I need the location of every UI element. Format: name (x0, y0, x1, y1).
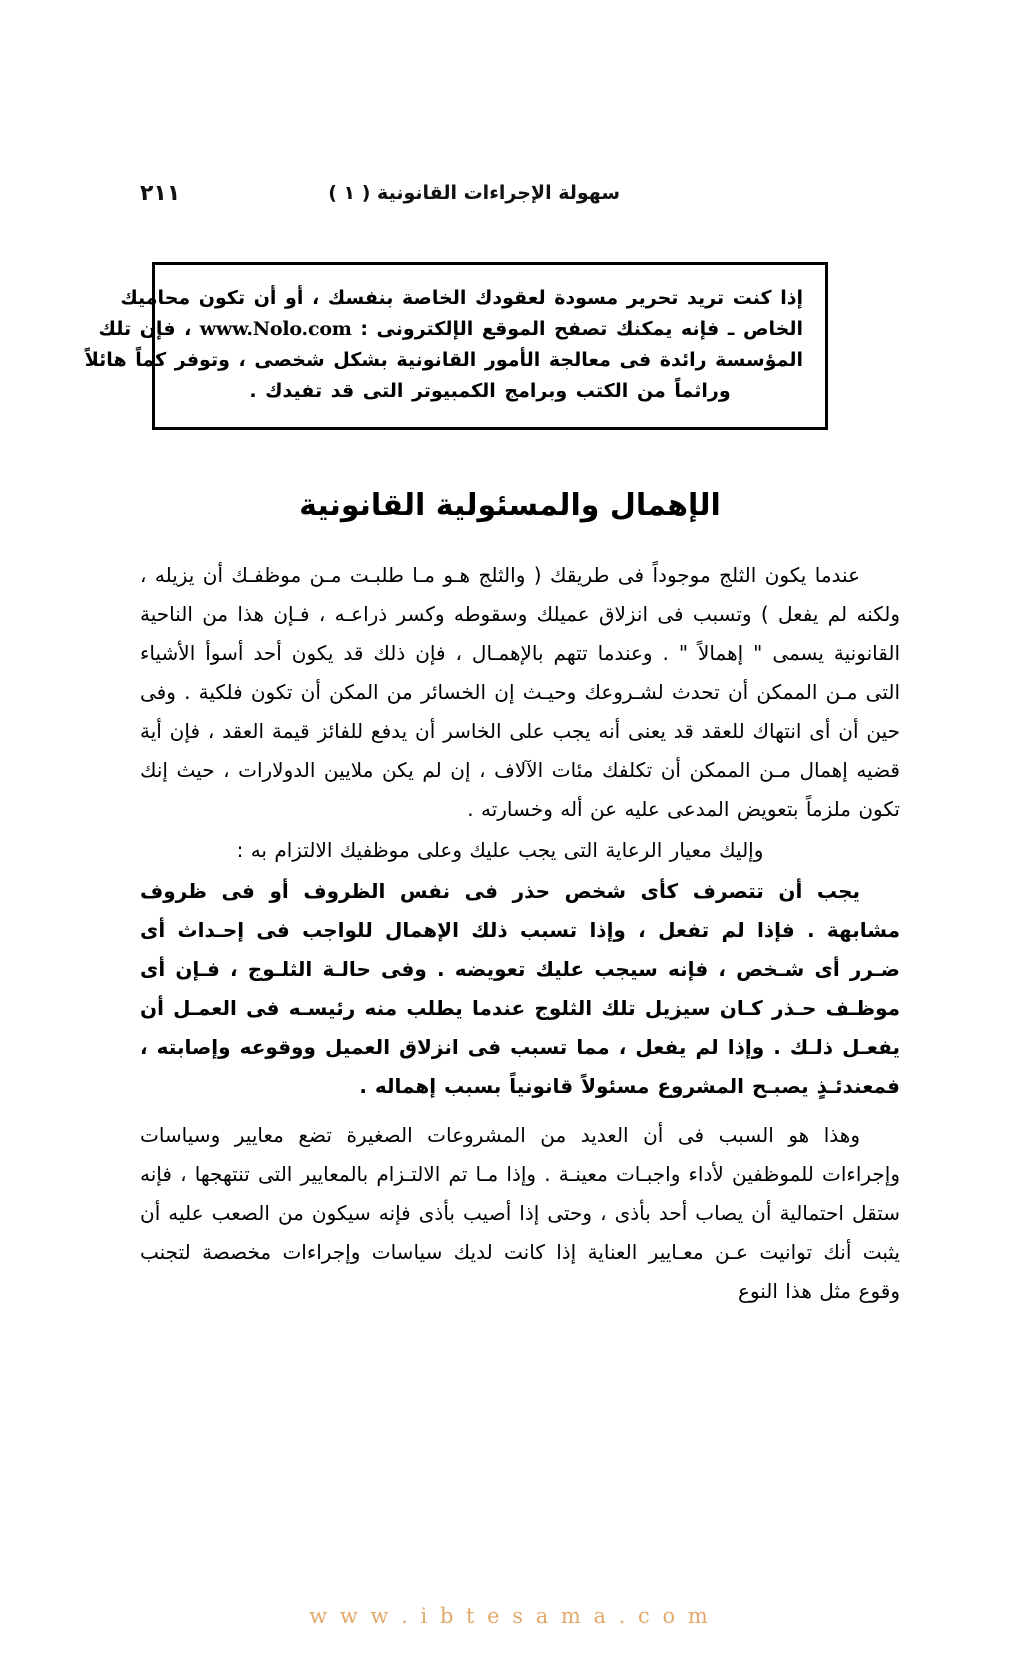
line: العناية إذا كانت لديك سياسات وإجراءات مخصصة لتجنب وقوع مثل هذا النوع (140, 1240, 900, 1303)
line: بتعويض المدعى عليه عن أله وخسارته . (467, 797, 799, 821)
running-head-title: سهولة الإجراءات القانونية ( ١ ) (328, 182, 620, 204)
line: أن تكلفك مئات الآلاف ، إن لم يكن ملايين الدولارات ، حيث إنك تكون ملزماً (140, 758, 900, 821)
paragraph-4 (140, 1116, 900, 1311)
callout-line-2-suffix: ، فإن تلك (98, 318, 200, 340)
callout-box (84, 262, 828, 430)
line: يجب أن تتصرف كأى شخص حذر فى نفس الظروف أو فى ظروف مشابهة . فإذا لم (140, 879, 900, 942)
line: عندما يكون الثلج موجوداً فى طريقك ( والثلج هـو مـا طلبـت مـن موظفـك أن (202, 563, 861, 587)
running-head (140, 176, 880, 210)
line: سيزيل تلك الثلوج عندما يطلب منه رئيسـه فى العمـل أن يفعـل ذلـك . وإذا لم (140, 996, 901, 1059)
line: أصيب بأذى فإنه سيكون من الصعب عليه أن يثبت أنك توانيت عـن معـايير (140, 1201, 900, 1264)
line: وإليك معيار الرعاية التى يجب عليك وعلى موظفيك الالتزام به : (236, 838, 764, 862)
line: الخسائر من المكن أن تكون فلكية . وفى حين أن أى انتهاك للعقد قد يعنى أنه (140, 680, 901, 743)
line: يفعل ، مما تسبب فى انزلاق العميل ووقوعه وإصابته ، فمعندئـذٍ يصبـح المشروع (140, 1035, 900, 1098)
line: وإجراءات للموظفين لأداء واجبـات معينـة . وإذا مـا تم الالتـزام (376, 1162, 901, 1186)
paragraph-1 (140, 556, 900, 829)
callout-line-2 (98, 314, 803, 345)
callout-line-4: وراثماً من الكتب وبرامج الكمبيوتر التى قد تفيدك . (249, 380, 731, 402)
body-column (140, 556, 900, 1313)
callout-line-1: إذا كنت تريد تحرير مسودة لعقودك الخاصة بنفسك ، أو أن تكون محاميك (120, 287, 803, 309)
line: قد يكون أحد أسوأ الأشياء التى مـن الممكن أن تحدث لشـروعك وحيـث إن (140, 641, 901, 704)
callout-line-2-prefix: الخاص ـ فإنه يمكنك تصفح الموقع الإلكترونى : (351, 318, 803, 340)
line: يجب على الخاسر أن يدفع للفائز قيمة العقد ، فإن أية قضيه إهمال مـن الممكن (140, 719, 900, 782)
line: مسئولاً قانونياً بسبب إهماله . (359, 1074, 650, 1098)
line: وهذا هو السبب فى أن العديد من المشروعات الصغيرة تضع معايير وسياسات (140, 1123, 860, 1147)
paragraph-3 (140, 872, 900, 1106)
line: بالمعايير التى تنتهجها ، فإنه ستقل احتمالية أن يصاب أحد بأذى ، وحتى إذا (140, 1162, 901, 1225)
line: تفعل ، وإذا تسبب ذلك الإهمال للواجب فى إحـداث أى ضـرر أى شـخص ، (140, 918, 900, 981)
footer-watermark: w w w . i b t e s a m a . c o m (309, 1604, 711, 1628)
paragraph-2 (140, 831, 900, 870)
section-heading: الإهمال والمسئولية القانونية (299, 488, 721, 523)
page-number: ٢١١ (140, 180, 181, 206)
line: فإنه سيجب عليك تعويضه . وفى حالـة الثلـوج ، فـإن أى موظـف حـذر كـان (140, 957, 901, 1020)
nolo-url[interactable]: www.Nolo.com (199, 318, 352, 340)
line: هذا من الناحية القانونية يسمى " إهمالاً " . وعندما تتهم بالإهمـال ، فإن ذلك (140, 602, 901, 665)
callout-line-3: المؤسسة رائدة فى معالجة الأمور القانونية بشكل شخصى ، وتوفر كماً هائلاً (84, 349, 803, 371)
line: يزيله ، ولكنه لم يفعل ) وتسبب فى انزلاق عميلك وسقوطه وكسر ذراعـه ، فـإن (140, 563, 900, 626)
